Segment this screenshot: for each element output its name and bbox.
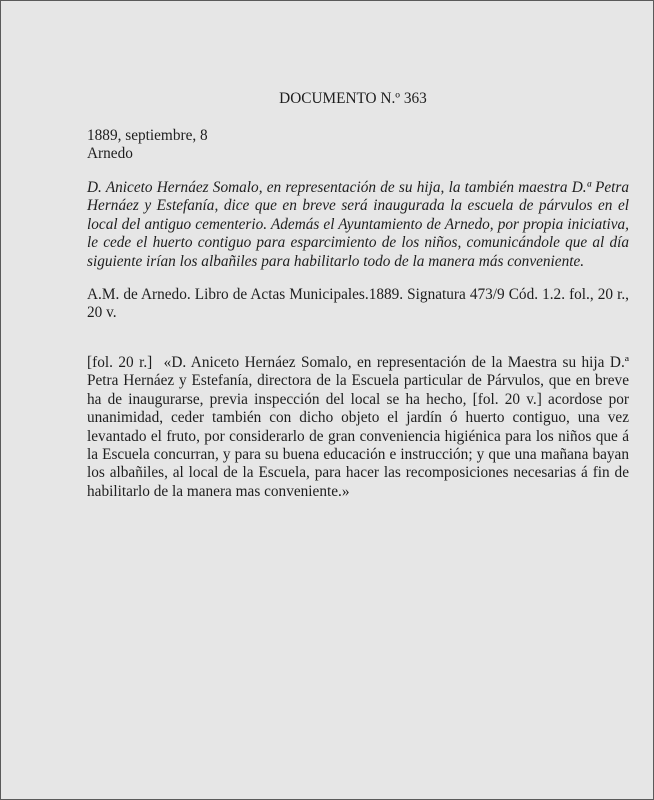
- document-title: DOCUMENTO N.º 363: [279, 90, 427, 107]
- transcription-paragraph: [87, 354, 629, 501]
- document-place: Arnedo: [87, 145, 133, 162]
- document-summary: D. Aniceto Hernáez Somalo, en representación de su hija, la también maestra D.ª Petra Hernáez y Estefanía, dice que en breve será inaugurada la escuela de párvulos en el local del antiguo cementerio. Además el Ayuntamiento de Arnedo, por propia iniciativa, le cede el huerto contiguo para esparcimiento de los niños, comunicándole que al día siguiente irían los albañiles para habilitarlo todo de la manera más conveniente.: [87, 179, 629, 270]
- folio-marker: [fol. 20 r.]: [87, 354, 153, 371]
- document-date: 1889, septiembre, 8: [87, 127, 208, 144]
- transcription-text: «D. Aniceto Hernáez Somalo, en representación de la Maestra su hija D.ª Petra Hernáez y Estefanía, directora de la Escuela particular de Párvulos, que en breve ha de inaugurarse, previa inspección del local se ha hecho, [fol. 20 v.] acordose por unanimidad, ceder también con dicho objeto el jardín ó huerto contiguo, una vez levantado el fruto, por considerarlo de gran conveniencia higiénica para los niños que á la Escuela concurran, y para su buena educación e instrucción; y que una mañana bayan los albañiles, al local de la Escuela, para hacer las recomposiciones necesarias á fin de habilitarlo de la manera mas conveniente.»: [87, 354, 629, 500]
- archive-reference: A.M. de Arnedo. Libro de Actas Municipales.1889. Signatura 473/9 Cód. 1.2. fol., 20 r., 20 v.: [87, 286, 629, 322]
